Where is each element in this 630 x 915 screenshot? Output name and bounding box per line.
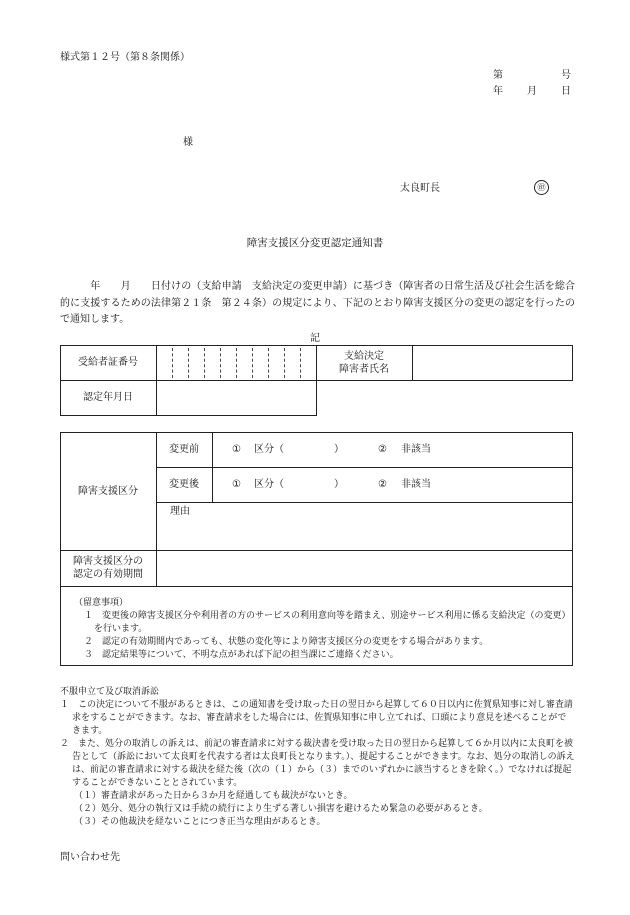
addressee-honorific: 様 [183, 137, 193, 148]
category-label: 障害支援区分 [78, 485, 138, 497]
date-year: 年 [493, 86, 503, 97]
decision-name-label [316, 345, 412, 381]
notes-item: ３ 認定結果等について、不明な点があれば下記の担当課にご連絡ください。 [84, 650, 399, 660]
appeal-item-1: １ この決定について不服があるときは、この通知書を受け取った日の翌日から起算して６０日以内に佐賀県知事に対し審査請求をすることができます。なお、審査請求をした場合には、佐賀県知事に申し立てれば、口頭により意見を述べることができます。 [60, 700, 573, 736]
issuer-name: 太良町長 [400, 183, 440, 194]
after-option2-text: 非該当 [401, 479, 431, 490]
appeal-sub-item: （１）審査請求があった日から３か月を経過しても裁決がないとき。 [74, 791, 353, 801]
before-option1-text: 区分（ ） [254, 444, 344, 455]
document-date [493, 86, 571, 99]
appeal-section [60, 686, 575, 829]
recipient-number-label: 受給者証番号 [78, 357, 138, 369]
date-day: 日 [561, 86, 571, 97]
validity-label-line1: 障害支援区分の [73, 555, 143, 567]
before-option1-mark: ① [232, 444, 241, 455]
reason-label: 理由 [170, 506, 190, 517]
appeal-sub-item: （２）処分、処分の執行又は手続の続行により生ずる著しい損害を避けるため緊急の必要があるとき。 [74, 804, 488, 814]
document-title: 障害支援区分変更認定通知書 [246, 237, 384, 249]
notes-item: ２ 認定の有効期間内であっても、状態の変化等により障害支援区分の変更をする場合があります。 [84, 637, 489, 647]
document-number [493, 70, 571, 83]
number-prefix: 第 [493, 70, 503, 81]
notes-section [74, 597, 569, 662]
appeal-item-2: ２ また、処分の取消しの訴えは、前記の審査請求に対する裁決書を受け取った日の翌日から起算して６か月以内に太良町を被告として（訴訟において太良町を代表する者は太良町長となります。）、提起することができます。なお、処分の取消しの訴えは、前記の審査請求に対する裁決を経た後（次の（１）から（３）までのいずれかに該当するときを除く。）でなければ提起することができないこととされています。 [60, 739, 575, 788]
validity-label [60, 550, 156, 586]
after-option2-mark: ② [378, 479, 387, 490]
after-label: 変更後 [169, 479, 199, 491]
notes-heading: （留意事項） [74, 598, 129, 608]
date-month: 月 [527, 86, 537, 97]
appeal-sub-item: （３）その他裁決を経ないことにつき正当な理由があるとき。 [74, 817, 326, 827]
before-option2-mark: ② [378, 444, 387, 455]
decision-name-label-line1: 支給決定 [344, 350, 384, 362]
before-label: 変更前 [169, 444, 199, 456]
after-option1-text: 区分（ ） [254, 479, 344, 490]
before-option2-text: 非該当 [401, 444, 431, 455]
notes-item: １ 変更後の障害支援区分や利用者の方のサービスの利用意向等を踏まえ、別途サービス利用に係る支給決定（の変更）を行います。 [84, 611, 567, 634]
appeal-heading: 不服申立て及び取消訴訟 [60, 687, 160, 697]
number-suffix: 号 [561, 70, 571, 81]
decision-name-label-line2: 障害者氏名 [339, 364, 389, 375]
notice-body: 年 月 日付けの（支給申請 支給決定の変更申請）に基づき（障害者の日常生活及び社会生活を総合的に支援するための法律第２１条 第２４条）の規定により、下記のとおり障害支援区分の変更の認定を行ったので通知します。 [60, 281, 575, 325]
certification-date-label: 認定年月日 [83, 392, 133, 404]
after-option1-mark: ① [232, 479, 241, 490]
validity-label-line2: 認定の有効期間 [73, 569, 143, 580]
form-number: 様式第１２号（第８条関係） [60, 52, 190, 63]
seal-mark: ㊞ [534, 180, 549, 195]
ki-marker: 記 [310, 333, 320, 344]
contact-label: 問い合わせ先 [60, 852, 120, 863]
